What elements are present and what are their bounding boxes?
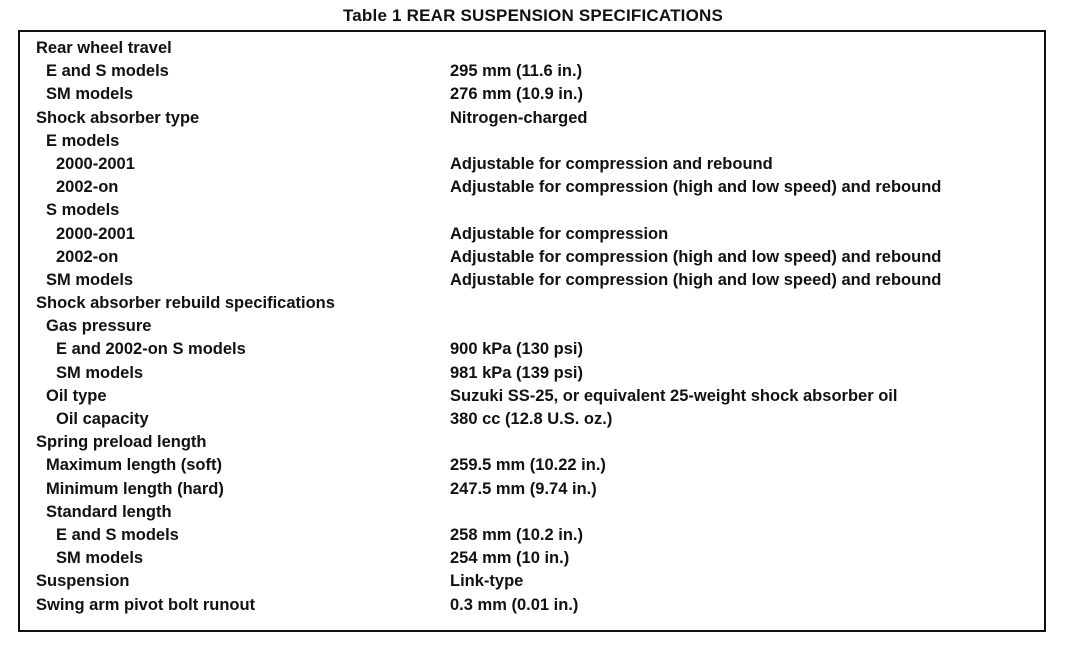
spec-row (20, 501, 1044, 524)
spec-label: SM models (46, 85, 134, 104)
spec-value: 259.5 mm (10.22 in.) (450, 456, 606, 475)
spec-label: Shock absorber type (36, 108, 200, 127)
spec-value: 981 kPa (139 psi) (450, 363, 583, 382)
spec-value: Adjustable for compression (450, 224, 669, 243)
spec-label: E and 2002-on S models (56, 340, 246, 359)
spec-row (20, 130, 1044, 153)
spec-row (20, 362, 1044, 385)
spec-row (20, 408, 1044, 431)
spec-row (20, 547, 1044, 570)
spec-label: E and S models (56, 525, 179, 544)
spec-value: Link-type (450, 572, 524, 591)
spec-label: E and S models (46, 62, 169, 81)
spec-label: SM models (46, 270, 134, 289)
spec-row (20, 223, 1044, 246)
spec-value: Adjustable for compression (high and low speed) and rebound (450, 247, 942, 266)
spec-label: Oil type (46, 386, 107, 405)
spec-row (20, 83, 1044, 106)
spec-value: Adjustable for compression (high and low speed) and rebound (450, 270, 942, 289)
spec-value: 0.3 mm (0.01 in.) (450, 595, 579, 614)
spec-table (18, 30, 1046, 632)
spec-value: 900 kPa (130 psi) (450, 340, 583, 359)
spec-label: 2000-2001 (56, 224, 135, 243)
spec-row (20, 454, 1044, 477)
spec-value: Nitrogen-charged (450, 108, 588, 127)
spec-label: E models (46, 131, 120, 150)
spec-value: 258 mm (10.2 in.) (450, 525, 583, 544)
spec-row (20, 246, 1044, 269)
spec-row (20, 338, 1044, 361)
spec-label: S models (46, 201, 120, 220)
spec-row (20, 153, 1044, 176)
spec-label: SM models (56, 363, 144, 382)
spec-label: Swing arm pivot bolt runout (36, 595, 256, 614)
spec-label: Shock absorber rebuild specifications (36, 294, 335, 313)
spec-row (20, 199, 1044, 222)
spec-value: 254 mm (10 in.) (450, 549, 570, 568)
spec-value: Adjustable for compression and rebound (450, 154, 773, 173)
spec-row (20, 315, 1044, 338)
spec-label: Gas pressure (46, 317, 152, 336)
spec-value: Adjustable for compression (high and low speed) and rebound (450, 178, 942, 197)
spec-label: Oil capacity (56, 410, 149, 428)
spec-row (20, 176, 1044, 199)
spec-rows (20, 37, 1044, 617)
spec-value: Suzuki SS-25, or equivalent 25-weight shock absorber oil (450, 386, 898, 405)
spec-row (20, 107, 1044, 130)
spec-label: 2002-on (56, 247, 119, 266)
spec-label: 2000-2001 (56, 154, 135, 173)
spec-label: 2002-on (56, 178, 119, 197)
spec-label: Rear wheel travel (36, 39, 172, 57)
spec-row (20, 570, 1044, 593)
spec-row (20, 269, 1044, 292)
spec-label: Standard length (46, 502, 172, 521)
spec-row (20, 524, 1044, 547)
spec-value: 295 mm (11.6 in.) (450, 62, 583, 81)
spec-label: Minimum length (hard) (46, 479, 224, 498)
spec-label: Spring preload length (36, 433, 207, 452)
spec-row (20, 594, 1044, 617)
table-title: Table 1 REAR SUSPENSION SPECIFICATIONS (342, 6, 724, 25)
spec-row (20, 60, 1044, 83)
spec-label: SM models (56, 549, 144, 568)
spec-row (20, 478, 1044, 501)
spec-row (20, 431, 1044, 454)
spec-row (20, 385, 1044, 408)
spec-label: Suspension (36, 572, 130, 591)
spec-value: 247.5 mm (9.74 in.) (450, 479, 597, 498)
spec-value: 276 mm (10.9 in.) (450, 85, 583, 104)
spec-row (20, 292, 1044, 315)
spec-label: Maximum length (soft) (46, 456, 222, 475)
spec-row (20, 37, 1044, 60)
spec-value: 380 cc (12.8 U.S. oz.) (450, 410, 613, 428)
